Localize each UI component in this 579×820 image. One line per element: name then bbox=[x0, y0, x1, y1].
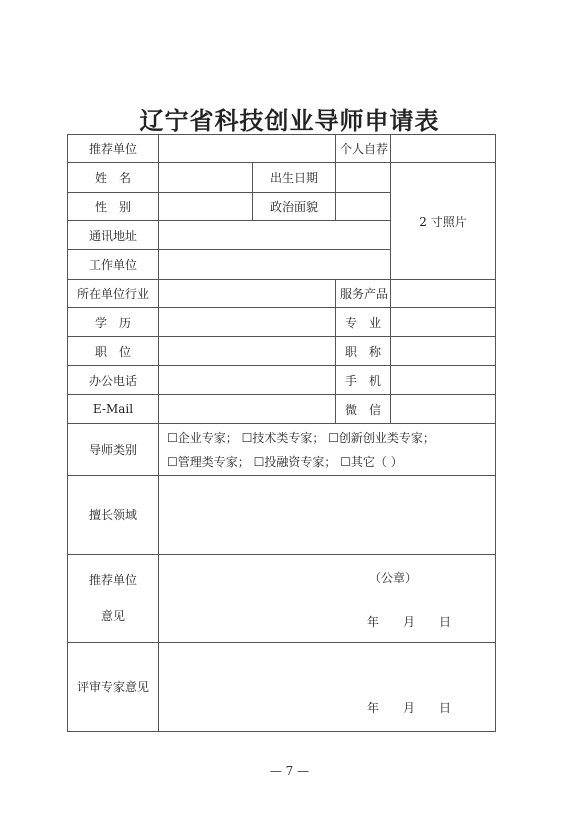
unit-opinion-field[interactable] bbox=[159, 554, 496, 642]
recommending-unit-label: 推荐单位 bbox=[68, 135, 159, 163]
position-field[interactable] bbox=[159, 337, 336, 366]
name-field[interactable] bbox=[159, 163, 253, 193]
title-rank-label: 职 称 bbox=[336, 337, 391, 366]
birth-date-label: 出生日期 bbox=[253, 163, 336, 193]
expertise-label: 擅长领域 bbox=[68, 475, 159, 554]
self-recommend-label: 个人自荐 bbox=[336, 135, 391, 163]
page-number: — 7 — bbox=[269, 764, 310, 778]
service-product-field[interactable] bbox=[391, 280, 496, 308]
address-field[interactable] bbox=[159, 221, 391, 250]
application-form-table bbox=[67, 134, 496, 732]
row-email bbox=[68, 395, 496, 424]
education-field[interactable] bbox=[159, 308, 336, 337]
gender-field[interactable] bbox=[159, 193, 253, 221]
position-label: 职 位 bbox=[68, 337, 159, 366]
service-product-label: 服务产品 bbox=[336, 280, 391, 308]
major-label: 专 业 bbox=[336, 308, 391, 337]
expert-opinion-label: 评审专家意见 bbox=[68, 642, 159, 731]
expert-opinion-date: 年 月 日 bbox=[367, 700, 458, 715]
political-status-field[interactable] bbox=[336, 193, 391, 221]
expertise-field[interactable] bbox=[159, 475, 496, 554]
email-label: E-Mail bbox=[68, 395, 159, 424]
title-rank-field[interactable] bbox=[391, 337, 496, 366]
unit-opinion-label bbox=[68, 554, 159, 642]
page-title: 辽宁省科技创业导师申请表 bbox=[139, 106, 440, 135]
political-status-label: 政治面貌 bbox=[253, 193, 336, 221]
mobile-label: 手 机 bbox=[336, 366, 391, 395]
unit-opinion-label-line2: 意见 bbox=[100, 609, 125, 624]
name-label: 姓 名 bbox=[68, 163, 159, 193]
work-unit-field[interactable] bbox=[159, 250, 391, 280]
row-education bbox=[68, 308, 496, 337]
unit-opinion-label-line1: 推荐单位 bbox=[88, 573, 137, 588]
office-phone-label: 办公电话 bbox=[68, 366, 159, 395]
major-field[interactable] bbox=[391, 308, 496, 337]
row-unit-opinion bbox=[68, 554, 496, 642]
mentor-type-options bbox=[159, 424, 496, 475]
photo-box[interactable]: 2 寸照片 bbox=[391, 163, 496, 280]
official-seal-text: （公章） bbox=[369, 570, 418, 585]
expert-opinion-field[interactable] bbox=[159, 642, 496, 731]
wechat-label: 微 信 bbox=[336, 395, 391, 424]
row-position bbox=[68, 337, 496, 366]
industry-field[interactable] bbox=[159, 280, 336, 308]
birth-date-field[interactable] bbox=[336, 163, 391, 193]
row-recommending-unit bbox=[68, 135, 496, 163]
row-name bbox=[68, 163, 496, 193]
wechat-field[interactable] bbox=[391, 395, 496, 424]
address-label: 通讯地址 bbox=[68, 221, 159, 250]
recommending-unit-field[interactable] bbox=[159, 135, 336, 163]
row-office-phone bbox=[68, 366, 496, 395]
mentor-type-options-row2[interactable]: ☐管理类专家； ☐投融资专家； ☐其它（ ） bbox=[167, 454, 403, 469]
industry-label: 所在单位行业 bbox=[68, 280, 159, 308]
mobile-field[interactable] bbox=[391, 366, 496, 395]
work-unit-label: 工作单位 bbox=[68, 250, 159, 280]
gender-label: 性 别 bbox=[68, 193, 159, 221]
mentor-type-options-row1[interactable]: ☐企业专家； ☐技术类专家； ☐创新创业类专家； bbox=[167, 430, 435, 445]
row-mentor-type bbox=[68, 424, 496, 475]
email-field[interactable] bbox=[159, 395, 336, 424]
office-phone-field[interactable] bbox=[159, 366, 336, 395]
unit-opinion-date: 年 月 日 bbox=[367, 614, 458, 629]
mentor-type-label: 导师类别 bbox=[68, 424, 159, 475]
self-recommend-field[interactable] bbox=[391, 135, 496, 163]
education-label: 学 历 bbox=[68, 308, 159, 337]
row-expertise bbox=[68, 475, 496, 554]
row-expert-opinion bbox=[68, 642, 496, 731]
row-industry bbox=[68, 280, 496, 308]
